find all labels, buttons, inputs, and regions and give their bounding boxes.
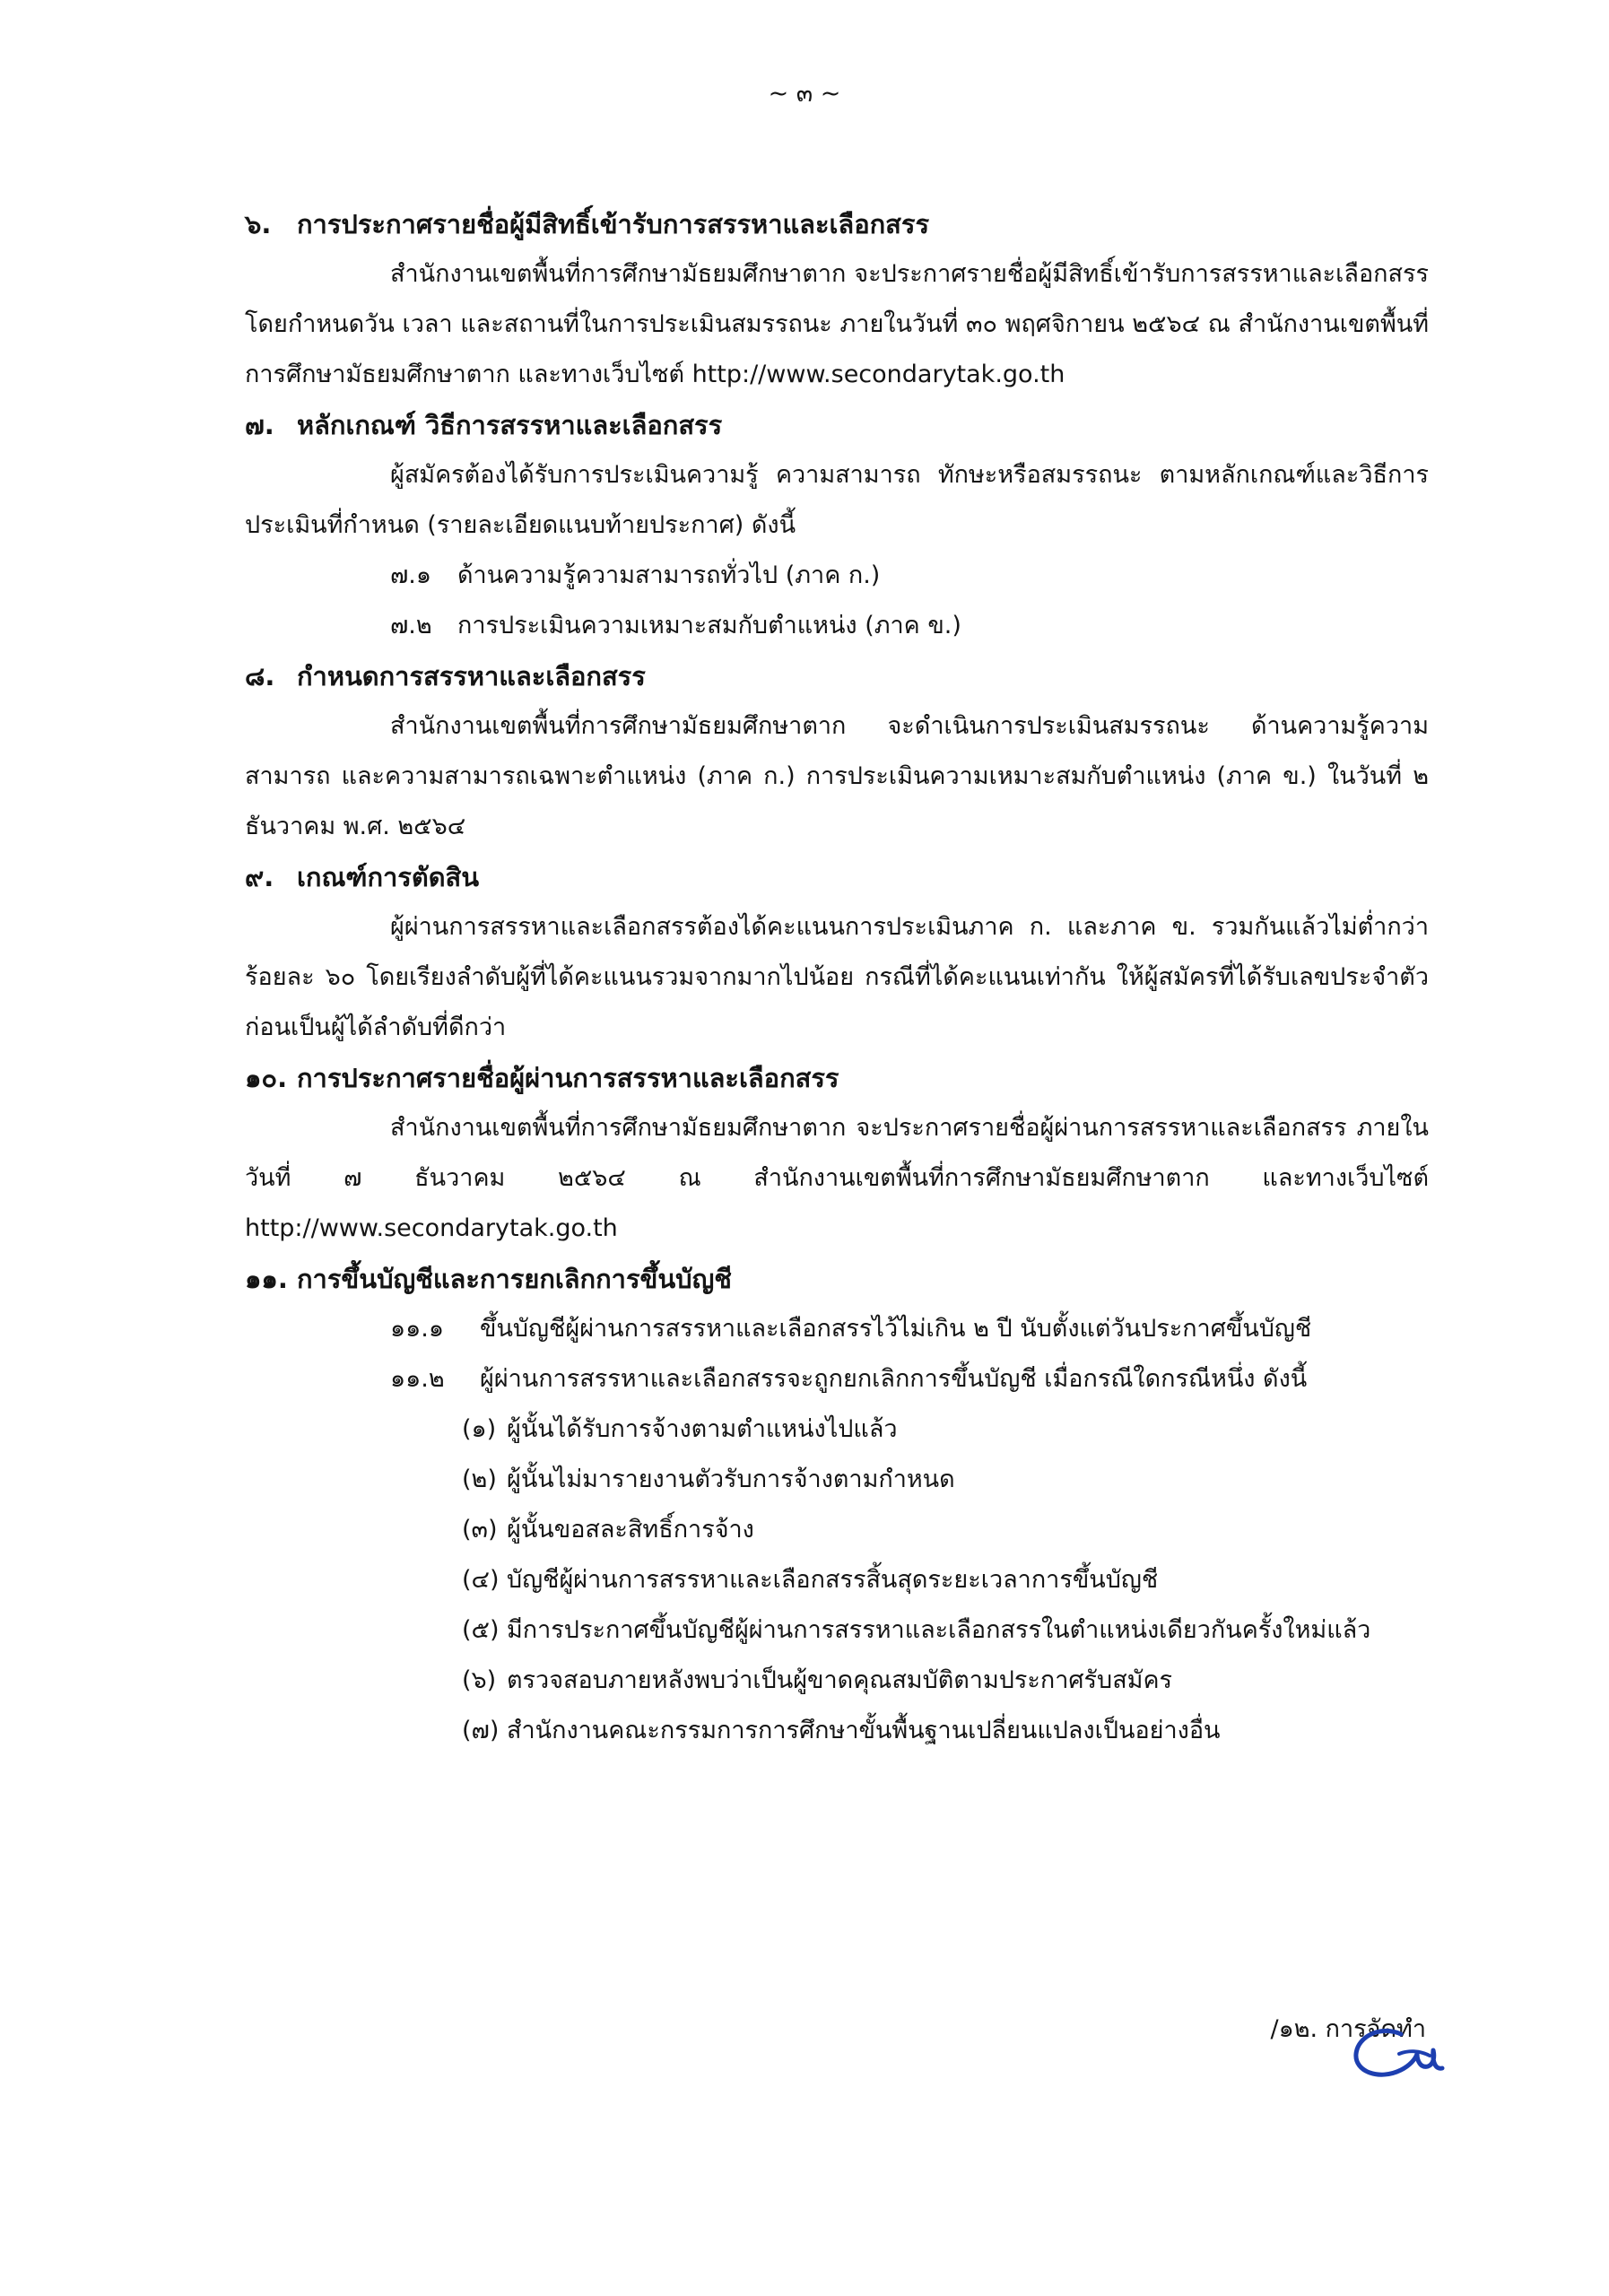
sub-item [245,601,1429,651]
signature-icon [1345,2018,1453,2090]
condition-item [245,1455,1429,1505]
sub-item-text: ด้านความรู้ความสามารถทั่วไป (ภาค ก.) [457,561,881,589]
sub-item-number: ๗.๒ [390,612,432,639]
section-number: ๑๐. [245,1063,288,1093]
section-heading [245,852,1429,902]
section-paragraph: ผู้ผ่านการสรรหาและเลือกสรรต้องได้คะแนนการประเมินภาค ก. และภาค ข. รวมกันแล้วไม่ต่ำกว่าร้อยละ ๖๐ โดยเรียงลำดับผู้ที่ได้คะแนนรวมจากมากไปน้อย กรณีที่ได้คะแนนเท่ากัน ให้ผู้สมัครที่ได้รับเลขประจำตัวก่อนเป็นผู้ได้ลำดับที่ดีกว่า [245,913,1429,1041]
section-number: ๗. [245,410,274,440]
condition-number: (๗) [462,1717,500,1744]
section-heading [245,199,1429,249]
condition-number: (๓) [462,1516,498,1544]
section-paragraph: สำนักงานเขตพื้นที่การศึกษามัธยมศึกษาตาก จะประกาศรายชื่อผู้มีสิทธิ์เข้ารับการสรรหาและเลือกสรร โดยกำหนดวัน เวลา และสถานที่ในการประเมินสมรรถนะ ภายในวันที่ ๓๐ พฤศจิกายน ๒๕๖๔ ณ สำนักงานเขตพื้นที่การศึกษามัธยมศึกษาตาก และทางเว็บไซต์ http://www.secondarytak.go.th [245,260,1429,388]
section-paragraph: ผู้สมัครต้องได้รับการประเมินความรู้ ความสามารถ ทักษะหรือสมรรถนะ ตามหลักเกณฑ์และวิธีการประเมินที่กำหนด (รายละเอียดแนบท้ายประกาศ) ดังนี้ [245,461,1429,539]
condition-text: บัญชีผู้ผ่านการสรรหาและเลือกสรรสิ้นสุดระยะเวลาการขึ้นบัญชี [507,1566,1159,1594]
condition-number: (๑) [462,1415,497,1443]
condition-item [245,1605,1429,1656]
section-title: การขึ้นบัญชีและการยกเลิกการขึ้นบัญชี [297,1264,732,1294]
sub-item [245,551,1429,601]
sub-item-number: ๑๑.๑ [390,1315,444,1343]
condition-text: ผู้นั้นไม่มารายงานตัวรับการจ้างตามกำหนด [507,1465,955,1493]
condition-number: (๕) [462,1616,500,1644]
section-title: การประกาศรายชื่อผู้มีสิทธิ์เข้ารับการสรรหาและเลือกสรร [297,209,930,239]
section-7 [245,400,1429,651]
section-title: กำหนดการสรรหาและเลือกสรร [297,661,646,691]
sub-item [245,1354,1429,1405]
page-number: ~ ๓ ~ [768,80,841,108]
sub-item-text: การประเมินความเหมาะสมกับตำแหน่ง (ภาค ข.) [457,612,961,639]
sub-item-number: ๗.๑ [390,561,432,589]
sub-item-number: ๑๑.๒ [390,1365,445,1393]
condition-text: สำนักงานคณะกรรมการการศึกษาขั้นพื้นฐานเปลี่ยนแปลงเป็นอย่างอื่น [507,1717,1221,1744]
condition-item [245,1656,1429,1706]
section-title: เกณฑ์การตัดสิน [297,862,480,892]
section-heading [245,651,1429,701]
condition-number: (๔) [462,1566,500,1594]
condition-number: (๒) [462,1465,497,1493]
section-9 [245,852,1429,1053]
sub-item-text: ผู้ผ่านการสรรหาและเลือกสรรจะถูกยกเลิกการขึ้นบัญชี เมื่อกรณีใดกรณีหนึ่ง ดังนี้ [480,1365,1308,1393]
section-heading [245,1053,1429,1103]
continuation-note: /๑๒. การจัดทำ [1270,2015,1426,2043]
section-number: ๘. [245,661,275,691]
condition-number: (๖) [462,1666,497,1694]
condition-text: ผู้นั้นขอสละสิทธิ์การจ้าง [507,1516,754,1544]
section-11 [245,1254,1429,1756]
section-number: ๑๑. [245,1264,288,1294]
section-paragraph: สำนักงานเขตพื้นที่การศึกษามัธยมศึกษาตาก จะประกาศรายชื่อผู้ผ่านการสรรหาและเลือกสรร ภายในวันที่ ๗ ธันวาคม ๒๕๖๔ ณ สำนักงานเขตพื้นที่การศึกษามัธยมศึกษาตาก และทางเว็บไซต์ http://www.secondarytak.go.th [245,1114,1429,1242]
section-10 [245,1053,1429,1254]
section-heading [245,1254,1429,1304]
section-paragraph: สำนักงานเขตพื้นที่การศึกษามัธยมศึกษาตาก จะดำเนินการประเมินสมรรถนะ ด้านความรู้ความสามารถ และความสามารถเฉพาะตำแหน่ง (ภาค ก.) การประเมินความเหมาะสมกับตำแหน่ง (ภาค ข.) ในวันที่ ๒ ธันวาคม พ.ศ. ๒๕๖๔ [245,712,1429,840]
condition-item [245,1706,1429,1756]
section-title: หลักเกณฑ์ วิธีการสรรหาและเลือกสรร [297,410,723,440]
condition-text: มีการประกาศขึ้นบัญชีผู้ผ่านการสรรหาและเลือกสรรในตำแหน่งเดียวกันครั้งใหม่แล้ว [507,1616,1371,1644]
section-number: ๖. [245,209,272,239]
sub-item-text: ขึ้นบัญชีผู้ผ่านการสรรหาและเลือกสรรไว้ไม่เกิน ๒ ปี นับตั้งแต่วันประกาศขึ้นบัญชี [480,1315,1312,1343]
section-6 [245,199,1429,400]
document-body [245,199,1429,1756]
condition-text: ผู้นั้นได้รับการจ้างตามตำแหน่งไปแล้ว [507,1415,898,1443]
section-8 [245,651,1429,852]
condition-item [245,1505,1429,1555]
section-heading [245,400,1429,450]
condition-item [245,1405,1429,1455]
section-number: ๙. [245,862,274,892]
condition-text: ตรวจสอบภายหลังพบว่าเป็นผู้ขาดคุณสมบัติตามประกาศรับสมัคร [507,1666,1173,1694]
section-title: การประกาศรายชื่อผู้ผ่านการสรรหาและเลือกสรร [297,1063,839,1093]
sub-item [245,1304,1429,1354]
condition-item [245,1555,1429,1605]
